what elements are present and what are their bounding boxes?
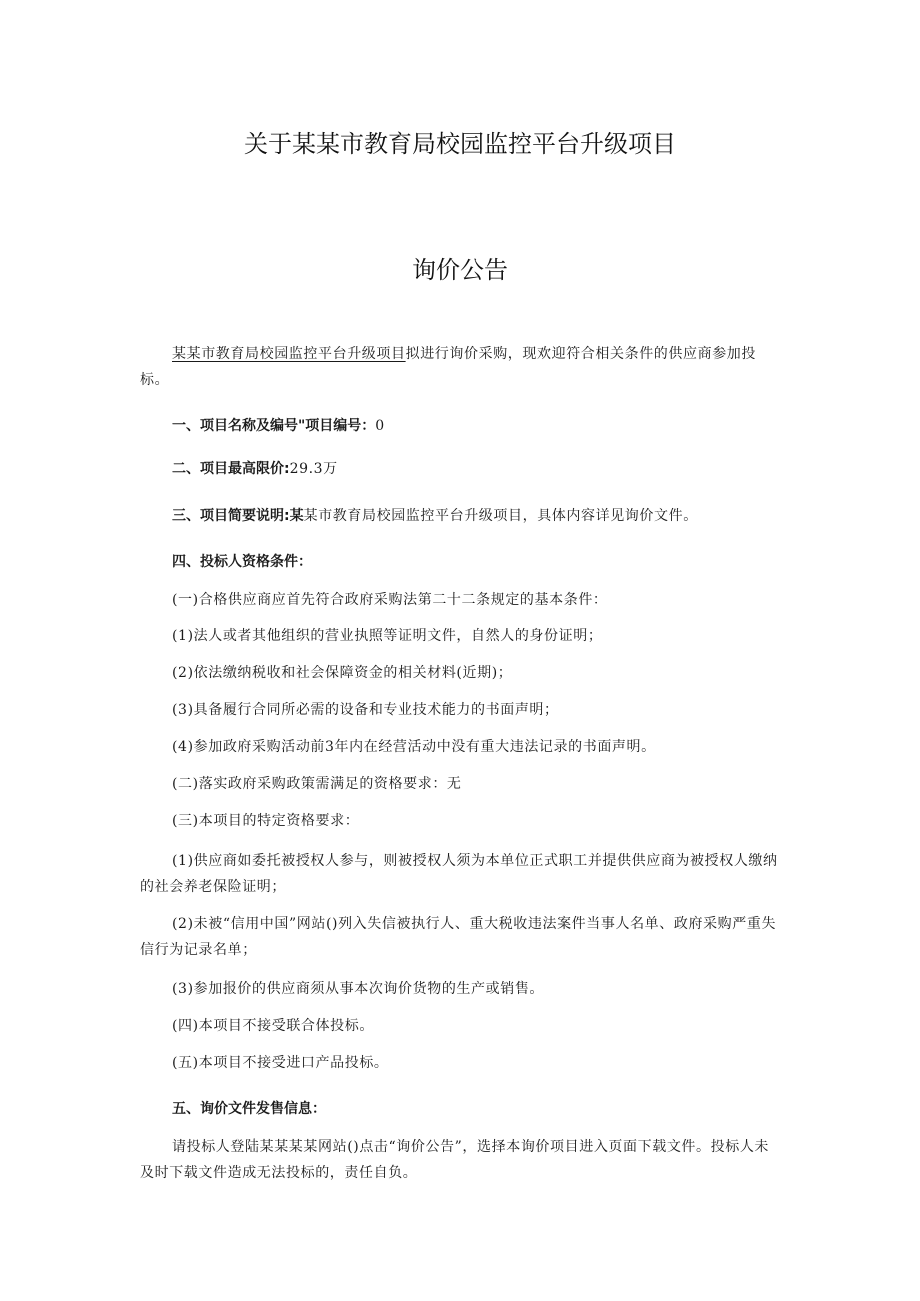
requirement-item: (2)未被“信用中国”网站()列入失信被执行人、重大税收违法案件当事人名单、政府采购严重失信行为记录名单； xyxy=(140,916,777,958)
requirement-item: (一)合格供应商应首先符合政府采购法第二十二条规定的基本条件： xyxy=(172,592,608,608)
requirement-item: (1)供应商如委托被授权人参与，则被授权人须为本单位正式职工并提供供应商为被授权人缴纳的社会养老保险证明； xyxy=(140,853,778,895)
section-1-label: 一、项目名称及编号"项目编号： xyxy=(172,418,376,434)
section-4-heading: 四、投标人资格条件： xyxy=(172,554,312,570)
section-1 xyxy=(172,413,780,439)
requirement-item: (四)本项目不接受联合体投标。 xyxy=(172,1018,374,1034)
section-2 xyxy=(172,456,780,482)
requirement-item: (3)具备履行合同所必需的设备和专业技术能力的书面声明； xyxy=(172,702,559,718)
section-5-text: 请投标人登陆某某某某网站()点击“询价公告”，选择本询价项目进入页面下载文件。投标人未及时下载文件造成无法投标的，责任自负。 xyxy=(140,1139,770,1181)
requirement-item: (2)依法缴纳税收和社会保障资金的相关材料(近期)； xyxy=(172,665,513,681)
requirement-item: (三)本项目的特定资格要求： xyxy=(172,813,360,829)
section-3-value: 某市教育局校园监控平台升级项目，具体内容详见询价文件。 xyxy=(303,508,698,524)
section-2-value: 29.3万 xyxy=(289,461,338,477)
section-3 xyxy=(172,503,780,529)
requirement-item: (五)本项目不接受进口产品投标。 xyxy=(172,1055,389,1071)
requirement-item: (1)法人或者其他组织的营业执照等证明文件，自然人的身份证明； xyxy=(172,628,603,644)
section-1-value: 0 xyxy=(375,418,385,434)
document-title: 关于某某市教育局校园监控平台升级项目 xyxy=(244,130,676,158)
section-5-heading: 五、询价文件发售信息： xyxy=(172,1101,326,1117)
intro-text: 拟进行询价采购，现欢迎符合相关条件的供应商参加投标。 xyxy=(140,346,757,388)
section-2-label: 二、项目最高限价: xyxy=(172,461,290,477)
requirement-item: (4)参加政府采购活动前3年内在经营活动中没有重大违法记录的书面声明。 xyxy=(172,739,656,755)
requirement-item: (3)参加报价的供应商须从事本次询价货物的生产或销售。 xyxy=(172,981,545,997)
document-subtitle: 询价公告 xyxy=(412,256,508,284)
intro-project-name: 某某市教育局校园监控平台升级项目 xyxy=(172,346,406,362)
requirement-item: (二)落实政府采购政策需满足的资格要求：无 xyxy=(172,776,462,792)
intro-paragraph xyxy=(140,341,780,393)
section-3-label: 三、项目简要说明:某 xyxy=(172,508,304,524)
